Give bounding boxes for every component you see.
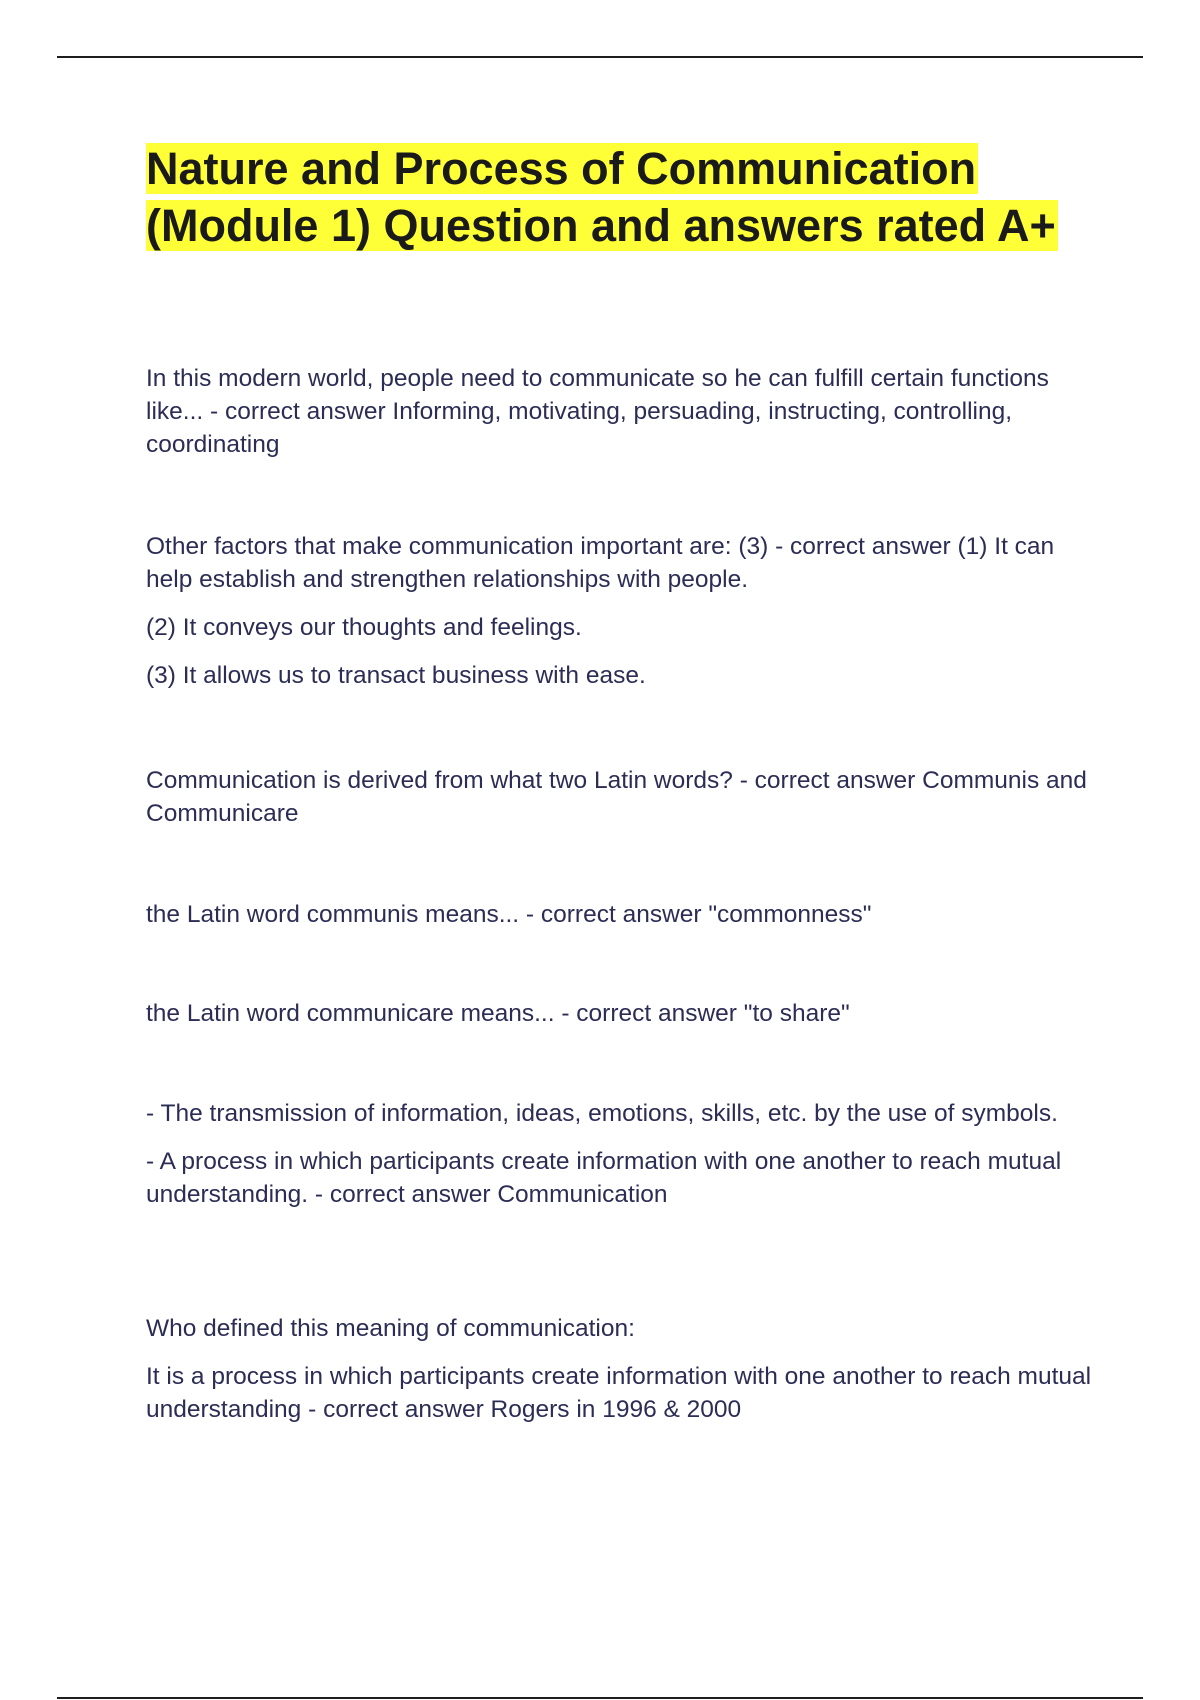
qa-paragraph: - The transmission of information, ideas, emotions, skills, etc. by the use of symbols. [146,1100,1058,1127]
footer-rule [57,1697,1143,1699]
qa-item-5 [146,997,1096,1030]
qa-paragraph: In this modern world, people need to communicate so he can fulfill certain functions like... - correct answer Informing, motivating, persuading, instructing, controlling, coordinating [146,365,1049,458]
qa-item-3 [146,764,1096,830]
qa-paragraph: (3) It allows us to transact business with ease. [146,662,646,689]
qa-item-7 [146,1312,1096,1426]
qa-item-4 [146,898,1096,931]
qa-paragraph: Other factors that make communication important are: (3) - correct answer (1) It can help establish and strengthen relationships with people. [146,533,1055,593]
qa-paragraph: - A process in which participants create information with one another to reach mutual understanding. - correct answer Communication [146,1148,1062,1208]
document-title [146,140,1096,254]
qa-item-1 [146,362,1096,461]
qa-item-6 [146,1097,1096,1211]
qa-paragraph: the Latin word communis means... - correct answer "commonness" [146,901,872,928]
qa-paragraph: (2) It conveys our thoughts and feelings. [146,614,582,641]
title-highlight: Nature and Process of Communication (Module 1) Question and answers rated A+ [146,143,1056,251]
qa-paragraph: It is a process in which participants create information with one another to reach mutual understanding - correct answer Rogers in 1996 & 2000 [146,1363,1092,1423]
qa-item-2 [146,530,1096,692]
qa-paragraph: Who defined this meaning of communication: [146,1315,635,1342]
header-rule [57,56,1143,58]
qa-paragraph: Communication is derived from what two Latin words? - correct answer Communis and Communicare [146,767,1087,827]
qa-paragraph: the Latin word communicare means... - correct answer "to share" [146,1000,850,1027]
document-body [146,140,1096,1423]
